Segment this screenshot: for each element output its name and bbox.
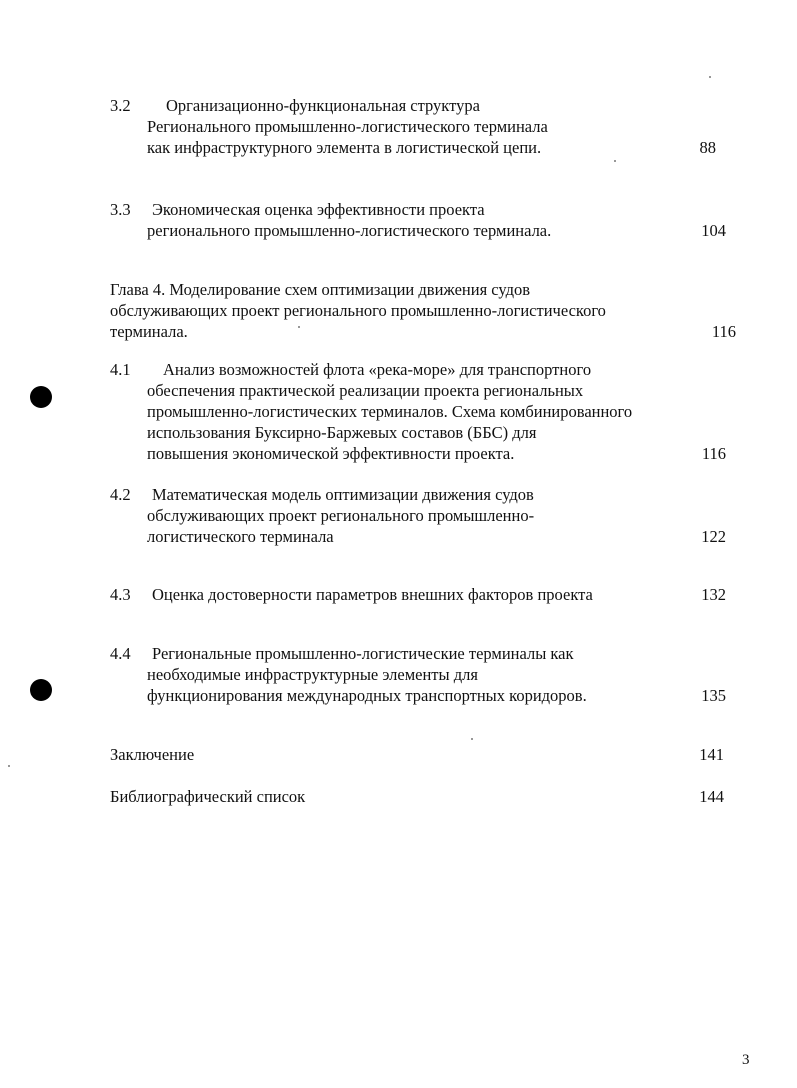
scan-speck <box>614 160 616 162</box>
toc-page-number: 132 <box>701 585 726 604</box>
toc-page-number: 116 <box>711 322 736 341</box>
toc-page-number: 104 <box>701 221 726 240</box>
toc-entry-line: повышения экономической эффективности проекта. <box>147 444 515 463</box>
toc-page-number: 122 <box>701 527 726 546</box>
toc-entry-number: 4.4 <box>110 644 131 663</box>
toc-entry-line: Экономическая оценка эффективности проекта <box>152 200 485 219</box>
punch-hole <box>30 386 52 408</box>
toc-entry-number: 3.3 <box>110 200 131 219</box>
page-number: 3 <box>742 1052 750 1068</box>
toc-entry-number: 4.2 <box>110 485 131 504</box>
scan-speck <box>298 326 300 328</box>
toc-entry-line: Организационно-функциональная структура <box>166 96 480 115</box>
toc-page-number: 88 <box>699 138 716 157</box>
toc-entry-line: функционирования международных транспортных коридоров. <box>147 686 587 705</box>
toc-page-number: 144 <box>699 787 724 806</box>
toc-entry-line: Анализ возможностей флота «река-море» для транспортного <box>163 360 592 379</box>
toc-entry-line: использования Буксирно-Баржевых составов (ББС) для <box>147 423 537 442</box>
toc-entry-line: обеспечения практической реализации проекта региональных <box>147 381 584 400</box>
toc-entry-line: регионального промышленно-логистического терминала. <box>147 221 552 240</box>
toc-entry-number: 3.2 <box>110 96 131 115</box>
toc-entry-line: Региональные промышленно-логистические терминалы как <box>152 644 574 663</box>
toc-page-number: 135 <box>701 686 726 705</box>
toc-entry-line: необходимые инфраструктурные элементы для <box>147 665 478 684</box>
toc-conclusion: Заключение <box>110 745 195 764</box>
toc-entry-line: Математическая модель оптимизации движения судов <box>152 485 534 504</box>
toc-entry-line: Регионального промышленно-логистического терминала <box>147 117 548 136</box>
toc-entry-line: как инфраструктурного элемента в логистической цепи. <box>147 138 542 157</box>
toc-bibliography: Библиографический список <box>110 787 306 806</box>
scan-speck <box>471 738 473 740</box>
scan-speck <box>8 765 10 767</box>
scan-speck <box>709 76 711 78</box>
toc-entry-number: 4.3 <box>110 585 131 604</box>
toc-entry-line: обслуживающих проект регионального промышленно- <box>147 506 535 525</box>
toc-entry-number: 4.1 <box>110 360 131 379</box>
punch-hole <box>30 679 52 701</box>
toc-page-number: 141 <box>699 745 724 764</box>
toc-page-number: 116 <box>701 444 726 463</box>
toc-chapter-line: терминала. <box>110 322 188 341</box>
toc-entry-line: промышленно-логистических терминалов. Схема комбинированного <box>147 402 633 421</box>
toc-entry-line: логистического терминала <box>147 527 334 546</box>
toc-chapter-line: обслуживающих проект регионального промышленно-логистического <box>110 301 606 320</box>
toc-chapter-line: Глава 4. Моделирование схем оптимизации движения судов <box>110 280 531 299</box>
toc-entry-line: Оценка достоверности параметров внешних факторов проекта <box>152 585 593 604</box>
